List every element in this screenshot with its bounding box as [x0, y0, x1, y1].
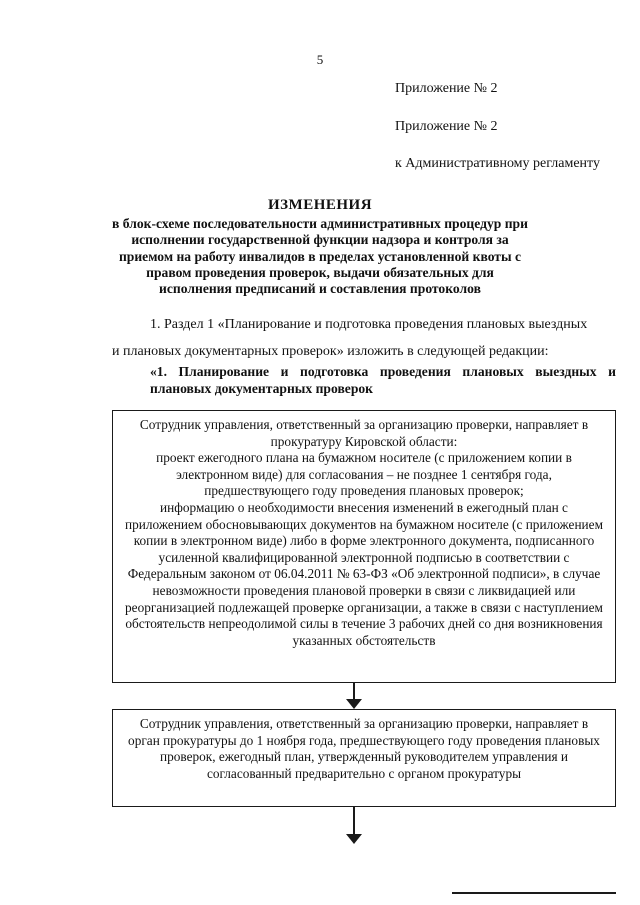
- flowchart-step-1: [112, 410, 616, 683]
- footer-rule: [452, 892, 616, 894]
- step-1-plan-changes: информацию о необходимости внесения изменений в ежегодный план с приложением обосновывающих документов на бумажном носителе (с приложением копии в электронном виде) либо в форме электронного документа, подписанного усиленной квалифицированной электронной подписью в соответствии с Федеральным законом от 06.04.2011 № 63-ФЗ «Об электронной подписи», в случае невозможности проведения плановой проверки в связи с ликвидацией или реорганизацией подлежащей проверке организации, а также в связи с наступлением обстоятельств непреодолимой силы в течение 3 рабочих дней со дня возникновения указанных обстоятельств: [124, 499, 603, 648]
- document-subtitle: в блок-схеме последовательности административных процедур при исполнении государственной функции надзора и контроля за приемом на работу инвалидов в пределах установленной квоты с правом проведения проверок, выдачи обязательных для исполнения предписаний и составления протоколов: [112, 216, 528, 297]
- paragraph-line-2: и плановых документарных проверок» изложить в следующей редакции:: [112, 344, 549, 359]
- document-title: ИЗМЕНЕНИЯ: [267, 197, 373, 213]
- paragraph-line-1: 1. Раздел 1 «Планирование и подготовка проведения плановых выездных: [150, 317, 588, 332]
- appendix-label-repeat: Приложение № 2: [395, 119, 498, 134]
- section-heading: «1. Планирование и подготовка проведения плановых выездных и плановых документарных проверок: [150, 364, 616, 396]
- flowchart-step-2: Сотрудник управления, ответственный за организацию проверки, направляет в орган прокуратуры до 1 ноября года, предшествующего году проведения плановых проверок, ежегодный план, утвержденный руководителем управления и согласованный предварительно с органом прокуратуры: [112, 709, 616, 807]
- appendix-label: Приложение № 2: [395, 81, 498, 96]
- flowchart-arrow-2: [346, 807, 362, 845]
- step-1-plan-draft: проект ежегодного плана на бумажном носителе (с приложением копии в электронном виде) для согласования – не позднее 1 сентября года, предшествующего году проведения плановых проверок;: [156, 450, 572, 499]
- page-number: 5: [316, 52, 324, 67]
- regulation-reference: к Административному регламенту: [395, 156, 600, 171]
- flowchart-arrow-1: [346, 683, 362, 709]
- step-1-intro: Сотрудник управления, ответственный за организацию проверки, направляет в прокуратуру Кировской области:: [139, 417, 589, 449]
